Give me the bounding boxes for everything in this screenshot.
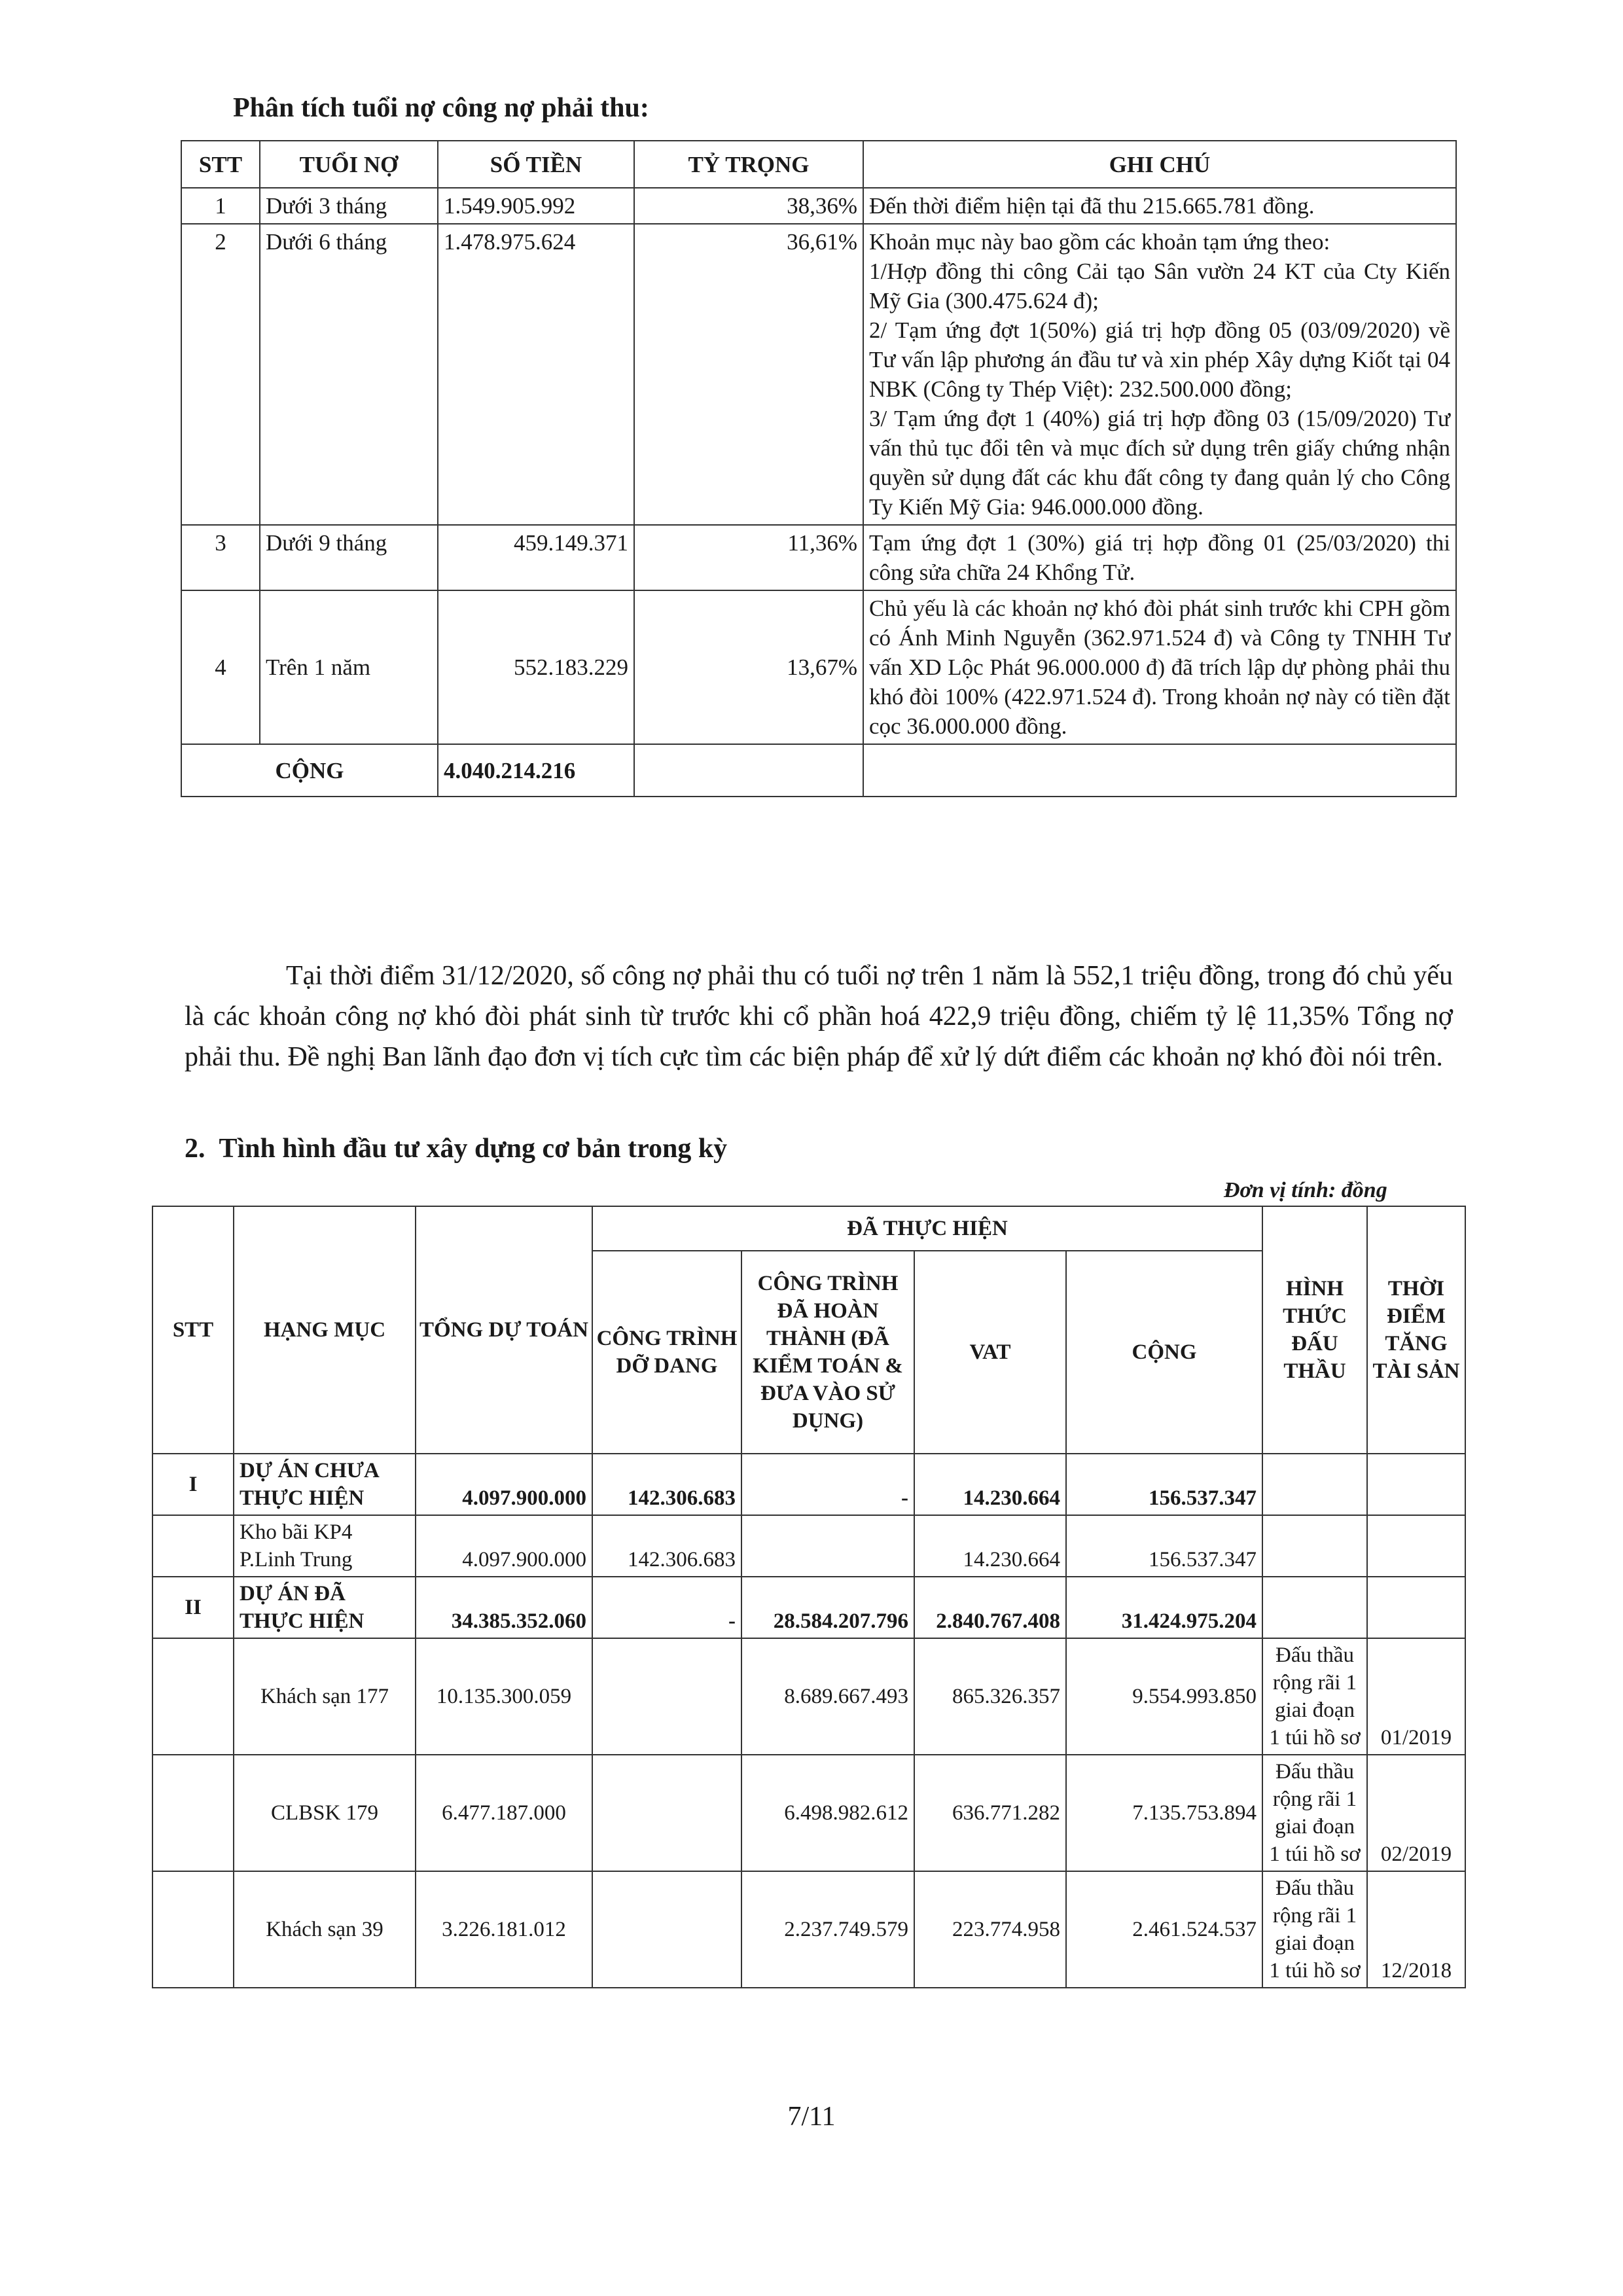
cell-total: 34.385.352.060 — [416, 1577, 592, 1638]
cell-note — [863, 525, 1456, 590]
cell-vat: 636.771.282 — [914, 1755, 1066, 1871]
cell-item: DỰ ÁN ĐÃ THỰC HIỆN — [234, 1577, 416, 1638]
unit-label: Đơn vị tính: đồng — [1224, 1178, 1387, 1202]
cell-total: 6.477.187.000 — [416, 1755, 592, 1871]
cell-bidding — [1262, 1577, 1367, 1638]
table-row — [152, 1638, 1465, 1755]
note-line: Khoản mục này bao gồm các khoản tạm ứng theo: — [869, 229, 1330, 255]
investment-table — [152, 1206, 1466, 1988]
note-line: Đến thời điểm hiện tại đã thu 215.665.781 đồng. — [869, 193, 1315, 219]
cell-age: Dưới 3 tháng — [260, 188, 438, 224]
header-sum: CỘNG — [1066, 1251, 1262, 1454]
cell-note — [863, 590, 1456, 744]
cell-stt — [152, 1871, 234, 1988]
cell-sum: 9.554.993.850 — [1066, 1638, 1262, 1755]
note-line: 2/ Tạm ứng đợt 1(50%) giá trị hợp đồng 05 (03/09/2020) về Tư vấn lập phương án đầu tư và xin phép Xây dựng Kiốt tại 04 NBK (Công ty Thép Việt): 232.500.000 đồng; — [869, 317, 1450, 402]
cell-sum: 156.537.347 — [1066, 1454, 1262, 1515]
cell-bidding: Đấu thầu rộng rãi 1 giai đoạn 1 túi hồ sơ — [1262, 1871, 1367, 1988]
cell-amount: 459.149.371 — [438, 525, 634, 590]
cell-wip — [592, 1755, 741, 1871]
header-done-group: ĐÃ THỰC HIỆN — [592, 1206, 1262, 1251]
cell-time — [1367, 1577, 1465, 1638]
cell-completed: 2.237.749.579 — [741, 1871, 914, 1988]
header-stt: STT — [181, 141, 260, 188]
cell-stt — [152, 1515, 234, 1577]
cell-amount: 1.549.905.992 — [438, 188, 634, 224]
cell-sum: 2.461.524.537 — [1066, 1871, 1262, 1988]
header-wip: CÔNG TRÌNH DỠ DANG — [592, 1251, 741, 1454]
table-total-row — [181, 744, 1456, 797]
cell-bidding: Đấu thầu rộng rãi 1 giai đoạn 1 túi hồ sơ — [1262, 1755, 1367, 1871]
cell-stt: 3 — [181, 525, 260, 590]
cell-total: 4.097.900.000 — [416, 1454, 592, 1515]
cell-completed — [741, 1515, 914, 1577]
cell-note — [863, 188, 1456, 224]
cell-ratio: 36,61% — [634, 224, 863, 525]
cell-item: Khách sạn 39 — [234, 1871, 416, 1988]
header-total-estimate: TỔNG DỰ TOÁN — [416, 1206, 592, 1454]
cell-total: 4.097.900.000 — [416, 1515, 592, 1577]
cell-ratio: 13,67% — [634, 590, 863, 744]
cell-bidding: Đấu thầu rộng rãi 1 giai đoạn 1 túi hồ sơ — [1262, 1638, 1367, 1755]
table-row — [181, 224, 1456, 525]
total-ratio-empty — [634, 744, 863, 797]
cell-time: 12/2018 — [1367, 1871, 1465, 1988]
header-vat: VAT — [914, 1251, 1066, 1454]
header-item: HẠNG MỤC — [234, 1206, 416, 1454]
cell-sum: 156.537.347 — [1066, 1515, 1262, 1577]
summary-paragraph: Tại thời điểm 31/12/2020, số công nợ phải thu có tuổi nợ trên 1 năm là 552,1 triệu đồng, trong đó chủ yếu là các khoản công nợ khó đòi phát sinh từ trước khi cổ phần hoá 422,9 triệu đồng, chiếm tỷ lệ 11,35% Tổng nợ phải thu. Đề nghị Ban lãnh đạo đơn vị tích cực tìm các biện pháp để xử lý dứt điểm các khoản nợ khó đòi nói trên. — [185, 961, 1453, 1072]
cell-wip: 142.306.683 — [592, 1454, 741, 1515]
note-line: 1/Hợp đồng thi công Cải tạo Sân vườn 24 KT của Cty Kiến Mỹ Gia (300.475.624 đ); — [869, 259, 1450, 314]
header-stt: STT — [152, 1206, 234, 1454]
total-label: CỘNG — [181, 744, 438, 797]
cell-stt: I — [152, 1454, 234, 1515]
table-row — [181, 590, 1456, 744]
page-number: 7/11 — [787, 2102, 836, 2132]
table-row — [152, 1454, 1465, 1515]
header-amount: SỐ TIỀN — [438, 141, 634, 188]
total-note-empty — [863, 744, 1456, 797]
cell-bidding — [1262, 1515, 1367, 1577]
cell-wip: - — [592, 1577, 741, 1638]
cell-item: DỰ ÁN CHƯA THỰC HIỆN — [234, 1454, 416, 1515]
cell-time — [1367, 1454, 1465, 1515]
cell-age: Dưới 6 tháng — [260, 224, 438, 525]
cell-item: Khách sạn 177 — [234, 1638, 416, 1755]
table-row — [181, 525, 1456, 590]
cell-completed: 28.584.207.796 — [741, 1577, 914, 1638]
cell-wip — [592, 1871, 741, 1988]
cell-ratio: 11,36% — [634, 525, 863, 590]
cell-wip — [592, 1638, 741, 1755]
header-bidding: HÌNH THỨC ĐẤU THẦU — [1262, 1206, 1367, 1454]
cell-stt — [152, 1755, 234, 1871]
cell-vat: 2.840.767.408 — [914, 1577, 1066, 1638]
cell-vat: 865.326.357 — [914, 1638, 1066, 1755]
cell-total: 10.135.300.059 — [416, 1638, 592, 1755]
cell-stt: 1 — [181, 188, 260, 224]
cell-note — [863, 224, 1456, 525]
section-heading-investment: 2. Tình hình đầu tư xây dựng cơ bản trong kỳ — [185, 1134, 728, 1164]
cell-vat: 14.230.664 — [914, 1515, 1066, 1577]
cell-stt: II — [152, 1577, 234, 1638]
cell-ratio: 38,36% — [634, 188, 863, 224]
cell-item: Kho bãi KP4 P.Linh Trung — [234, 1515, 416, 1577]
receivables-aging-table — [181, 140, 1457, 797]
cell-wip: 142.306.683 — [592, 1515, 741, 1577]
cell-completed: 8.689.667.493 — [741, 1638, 914, 1755]
table-row — [152, 1755, 1465, 1871]
section-heading-receivables: Phân tích tuổi nợ công nợ phải thu: — [233, 93, 649, 123]
cell-stt — [152, 1638, 234, 1755]
header-ratio: TỶ TRỌNG — [634, 141, 863, 188]
header-asset-time: THỜI ĐIỂM TĂNG TÀI SẢN — [1367, 1206, 1465, 1454]
cell-sum: 31.424.975.204 — [1066, 1577, 1262, 1638]
cell-amount: 1.478.975.624 — [438, 224, 634, 525]
cell-completed: 6.498.982.612 — [741, 1755, 914, 1871]
cell-completed: - — [741, 1454, 914, 1515]
note-line: Chủ yếu là các khoản nợ khó đòi phát sinh trước khi CPH gồm có Ánh Minh Nguyễn (362.971.524 đ) và Công ty TNHH Tư vấn XD Lộc Phát 96.000.000 đ) đã trích lập dự phòng phải thu khó đòi 100% (422.971.524 đ). Trong khoản nợ này có tiền đặt cọc 36.000.000 đồng. — [869, 596, 1450, 739]
cell-time — [1367, 1515, 1465, 1577]
table-row — [152, 1577, 1465, 1638]
table-row — [152, 1871, 1465, 1988]
cell-time: 02/2019 — [1367, 1755, 1465, 1871]
cell-stt: 4 — [181, 590, 260, 744]
cell-total: 3.226.181.012 — [416, 1871, 592, 1988]
cell-vat: 223.774.958 — [914, 1871, 1066, 1988]
header-completed: CÔNG TRÌNH ĐÃ HOÀN THÀNH (ĐÃ KIỂM TOÁN & ĐƯA VÀO SỬ DỤNG) — [741, 1251, 914, 1454]
table-header-row — [181, 141, 1456, 188]
header-age: TUỔI NỢ — [260, 141, 438, 188]
cell-time: 01/2019 — [1367, 1638, 1465, 1755]
cell-age: Trên 1 năm — [260, 590, 438, 744]
cell-item: CLBSK 179 — [234, 1755, 416, 1871]
cell-amount: 552.183.229 — [438, 590, 634, 744]
cell-age: Dưới 9 tháng — [260, 525, 438, 590]
header-note: GHI CHÚ — [863, 141, 1456, 188]
table-row — [181, 188, 1456, 224]
cell-sum: 7.135.753.894 — [1066, 1755, 1262, 1871]
cell-stt: 2 — [181, 224, 260, 525]
cell-bidding — [1262, 1454, 1367, 1515]
note-line: 3/ Tạm ứng đợt 1 (40%) giá trị hợp đồng 03 (15/09/2020) Tư vấn thủ tục đổi tên và mục đích sử dụng trên giấy chứng nhận quyền sử dụng đất các khu đất công ty đang quản lý cho Công Ty Kiến Mỹ Gia: 946.000.000 đồng. — [869, 406, 1450, 520]
note-line: Tạm ứng đợt 1 (30%) giá trị hợp đồng 01 (25/03/2020) thi công sửa chữa 24 Khổng Tử. — [869, 530, 1450, 585]
table-header-row — [152, 1206, 1465, 1251]
total-amount: 4.040.214.216 — [438, 744, 634, 797]
table-row — [152, 1515, 1465, 1577]
cell-vat: 14.230.664 — [914, 1454, 1066, 1515]
